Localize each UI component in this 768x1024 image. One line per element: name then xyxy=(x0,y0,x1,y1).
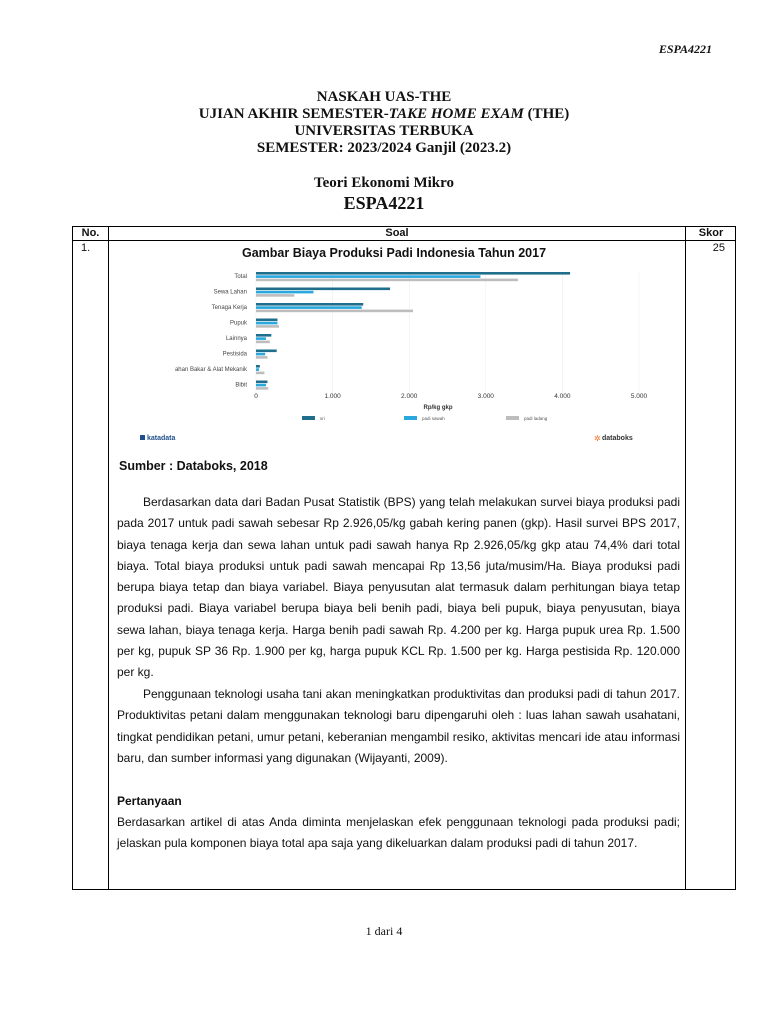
bar-padi-sawah-bibit xyxy=(256,384,266,387)
heading-line-3: UNIVERSITAS TERBUKA xyxy=(294,123,474,139)
category-label: Total xyxy=(234,274,247,280)
heading-line-4: SEMESTER: 2023/2024 Ganjil (2023.2) xyxy=(256,140,512,156)
svg-text:databoks: databoks xyxy=(602,435,633,442)
category-label: Tenaga Kerja xyxy=(211,305,247,311)
question-number: 1. xyxy=(81,242,91,254)
bar-padi-sawah-bahan-bakar-alat-mekanik xyxy=(256,368,259,371)
document-heading xyxy=(0,89,768,157)
chart-title: Gambar Biaya Produksi Padi Indonesia Tahun 2017 xyxy=(242,246,547,260)
course-code: ESPA4221 xyxy=(343,193,425,213)
question-heading: Pertanyaan xyxy=(117,794,182,808)
bar-sri-pupuk xyxy=(256,319,277,322)
bar-sri-lainnya xyxy=(256,334,271,337)
bar-sri-bibit xyxy=(256,381,267,384)
category-label: Pestisida xyxy=(222,351,247,358)
category-label: Bibit xyxy=(235,382,247,389)
x-tick-label: 4.000 xyxy=(554,393,571,400)
col-header-soal: Soal xyxy=(385,227,409,239)
bar-padi-ladang-pestisida xyxy=(256,356,267,359)
bar-sri-pestisida xyxy=(256,350,277,353)
legend-label: sri xyxy=(320,416,325,421)
category-label: Sewa Lahan xyxy=(213,289,247,296)
paragraph-1: Berdasarkan data dari Badan Pusat Statistik (BPS) yang telah melakukan survei biaya produksi padi pada 2017 untuk padi sawah sebesar Rp 2.926,05/kg gabah kering panen (gkp). Hasil survei BPS 2017, biaya tenaga kerja dan sewa lahan untuk padi sawah hanya Rp 2.926,05/kg gkp atau 74,4% dari total biaya. Total biaya produksi untuk padi sawah mencapai Rp 13,56 juta/musim/Ha. Biaya produksi padi berupa biaya tetap dan biaya variabel. Biaya penyusutan alat termasuk dalam perhitungan biaya tetap produksi padi. Biaya variabel berupa biaya beli benih padi, biaya beli pupuk, biaya penyusutan, biaya sewa lahan, biaya tenaga kerja. Harga benih padi sawah Rp. 4.200 per kg. Harga pupuk urea Rp. 1.500 per kg, pupuk SP 36 Rp. 1.900 per kg, harga pupuk KCL Rp. 1.500 per kg. Harga pestisida Rp. 120.000 per kg. xyxy=(117,495,680,680)
katadata-icon xyxy=(140,435,145,440)
chart-source: Sumber : Databoks, 2018 xyxy=(119,459,268,473)
x-tick-label: 0 xyxy=(254,393,258,400)
bar-sri-bahan-bakar-alat-mekanik xyxy=(256,365,260,368)
page-number: 1 dari 4 xyxy=(365,924,403,938)
course-title xyxy=(0,174,768,214)
paragraph-2: Penggunaan teknologi usaha tani akan meningkatkan produktivitas dan produksi padi di tahun 2017. Produktivitas petani dalam menggunakan teknologi baru dipengaruhi oleh : luas lahan sawah usahatani, tingkat pendidikan petani, umur petani, keberanian mengambil resiko, aktivitas mencari ide atau informasi baru, dan sumber informasi yang digunakan (Wijayanti, 2009). xyxy=(117,687,680,765)
databoks-icon: ✲ xyxy=(594,434,601,443)
col-header-skor: Skor xyxy=(698,227,724,239)
bar-padi-ladang-bibit xyxy=(256,387,268,390)
databoks-logo xyxy=(594,434,633,443)
svg-text:katadata: katadata xyxy=(147,435,176,442)
bar-sri-total xyxy=(256,272,570,275)
bar-padi-ladang-total xyxy=(256,279,518,282)
x-tick-label: 3.000 xyxy=(477,393,494,400)
category-label: ahan Bakar & Alat Mekanik xyxy=(174,367,247,373)
legend-swatch xyxy=(506,416,519,420)
legend-label: padi ladang xyxy=(524,416,548,421)
bar-padi-sawah-sewa-lahan xyxy=(256,291,313,294)
bar-padi-sawah-tenaga-kerja xyxy=(256,306,362,309)
x-tick-label: 5.000 xyxy=(630,393,648,400)
bar-padi-ladang-tenaga-kerja xyxy=(256,310,413,313)
bar-padi-sawah-total xyxy=(256,275,480,278)
category-label: Pupuk xyxy=(229,320,247,327)
bar-sri-sewa-lahan xyxy=(256,288,390,291)
bar-padi-sawah-pupuk xyxy=(256,322,277,325)
course-name: Teori Ekonomi Mikro xyxy=(313,175,455,191)
bar-padi-ladang-pupuk xyxy=(256,325,279,328)
legend-swatch xyxy=(302,416,315,420)
bar-padi-ladang-lainnya xyxy=(256,341,270,344)
x-tick-label: 2.000 xyxy=(401,393,418,400)
x-tick-label: 1.000 xyxy=(324,393,341,400)
heading-line-1: NASKAH UAS-THE xyxy=(316,89,452,105)
document-code: ESPA4221 xyxy=(658,42,712,56)
col-header-no: No. xyxy=(81,227,100,239)
category-label: Lainnya xyxy=(225,336,247,342)
cost-bar-chart xyxy=(118,262,676,452)
bar-padi-sawah-pestisida xyxy=(256,353,265,356)
legend-label: padi sawah xyxy=(422,416,445,421)
katadata-logo xyxy=(140,435,176,442)
bar-padi-ladang-sewa-lahan xyxy=(256,294,294,297)
x-axis-label: Rp/kg gkp xyxy=(423,405,453,411)
heading-line-2: UJIAN AKHIR SEMESTER-TAKE HOME EXAM (THE) xyxy=(198,106,570,122)
bar-padi-ladang-bahan-bakar-alat-mekanik xyxy=(256,372,264,375)
bar-padi-sawah-lainnya xyxy=(256,337,266,340)
legend-swatch xyxy=(404,416,417,420)
question-text: Berdasarkan artikel di atas Anda diminta menjelaskan efek penggunaan teknologi pada produksi padi; jelaskan pula komponen biaya total apa saja yang dikeluarkan dalam produksi padi di tahun 2017. xyxy=(117,815,680,851)
question-score: 25 xyxy=(712,242,725,254)
bar-sri-tenaga-kerja xyxy=(256,303,363,306)
